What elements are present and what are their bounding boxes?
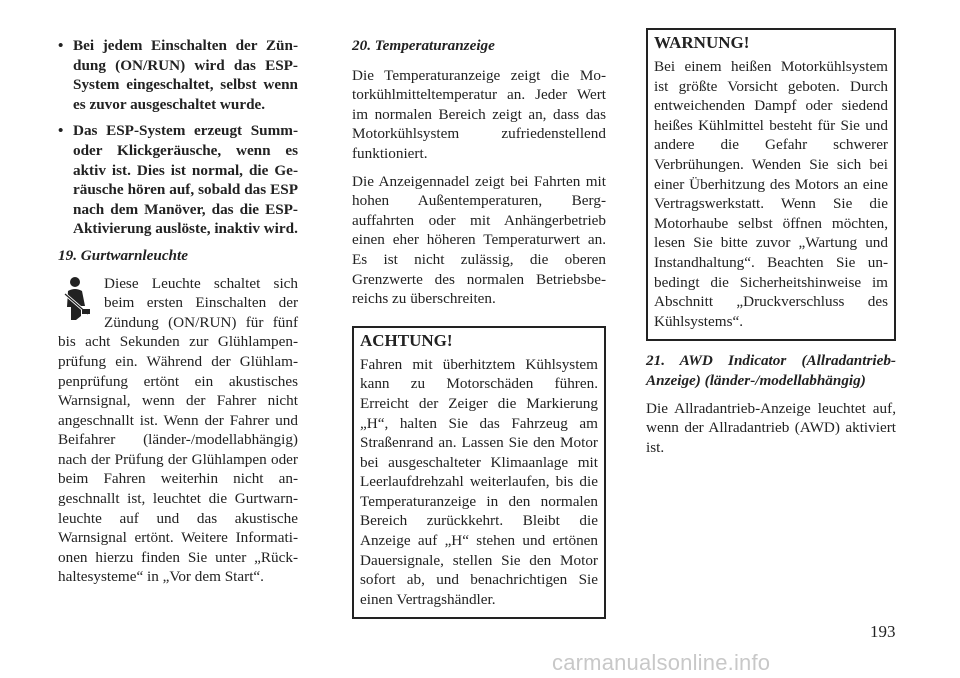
column-right [646,33,896,457]
section-21-text: Die Allradantrieb-Anzeige leuchtet auf, wenn der Allradantrieb (AWD) aktiviert ist. [646,399,896,456]
column-left [58,36,298,587]
bullet-item [58,36,298,114]
caution-box [352,326,606,620]
bullet-text: Das ESP-System erzeugt Summoder Klickgeräusche, wenn es aktiv ist. Dies ist normal, die Geräusche hören auf, sobald das ESP nach dem Manöver, das die ESP-Aktivierung auslöste, inaktiv wird. [73,122,298,238]
bullet-icon: • [58,122,64,140]
caution-title: ACHTUNG! [360,330,453,350]
watermark: carmanualsonline.info [552,650,771,675]
bullet-icon: • [58,37,64,54]
section-19-text: Diese Leuchte schaltet sich beim ersten Einschalten der Zündung (ON/RUN) für fünf bis acht Sekunden zur Glühlampenprüfung ein. Während der Glühlampenprüfung ertönt ein akustisches Warnsignal, wenn der Fahrer nicht angeschnallt ist. Wenn der Fahrer und Beifahrer (länder-/modellabhängig) nach der Prüfung der Glühlampen oder beim Fahren weiterhin nicht angeschnallt ist, leuchtet die Gurtwarnleuchte auf und das akustische Warnsignal ertönt. Weitere Informationen hierzu finden Sie unter „Rückhaltesysteme“ in „Vor dem Start“. [58,274,298,586]
section-20-heading: 20. Temperaturanzeige [352,37,495,54]
seatbelt-section [58,274,298,588]
caution-text: Fahren mit überhitztem Kühlsystem kann zu Motorschäden führen. Erreicht der Zeiger die Markierung „H“, halten Sie das Fahrzeug am Straßenrand an. Lassen Sie den Motor bei ausgeschalteter Klimaanlage mit Leerlaufdrehzahl weiterlaufen, bis die Temperaturanzeige in den normalen Bereich zurückkehrt. Bleibt die Anzeige auf „H“ stehen und ertönen Dauersignale, stellen Sie den Motor sofort ab, und benachrichtigen Sie einen Vertragshändler. [360,355,598,608]
column-middle [352,36,606,619]
section-21-heading: 21. AWD Indicator (Allradantrieb-Anzeige) (länder-/modellabhängig) [646,352,896,389]
bullet-item [58,121,298,239]
page-number: 193 [870,622,896,641]
bullet-text: Bei jedem Einschalten der Zündung (ON/RUN) wird das ESP-System eingeschaltet, selbst wenn es zuvor ausgeschaltet wurde. [73,37,298,113]
warning-text: Bei einem heißen Motorkühlsystem ist größte Vorsicht geboten. Durch entweichenden Dampf oder siedend heißes Kühlmittel besteht für Sie und andere die Gefahr schwerer Verbrühungen. Wenden Sie sich bei einer Überhitzung des Motors an eine Vertragswerkstatt. Wenn Sie die Motorhaube selbst öffnen möchten, lesen Sie bitte zuvor „Wartung und Instandhaltung“. Beachten Sie unbedingt die Sicherheitshinweise im Abschnitt „Druckverschluss des Kühlsystems“. [654,58,888,330]
esp-bullet-list [58,36,298,239]
warning-title: WARNUNG! [654,33,750,52]
temperature-paragraph-2: Die Anzeigennadel zeigt bei Fahrten mit hohen Außentemperaturen, Bergauffahrten oder mit Anhängerbetrieb einen eher höheren Temperaturwert an. Es ist nicht zulässig, die oberen Grenzwerte des normalen Betriebsbereichs zu überschreiten. [352,172,606,308]
section-19-heading: 19. Gurtwarnleuchte [58,246,188,264]
temperature-paragraph-1: Die Temperaturanzeige zeigt die Motorkühlmitteltemperatur an. Jeder Wert im normalen Bereich zeigt an, dass das Motorkühlsystem zufriedenstellend funktioniert. [352,66,606,162]
seatbelt-warning-icon [58,276,96,324]
warning-box [646,28,896,341]
